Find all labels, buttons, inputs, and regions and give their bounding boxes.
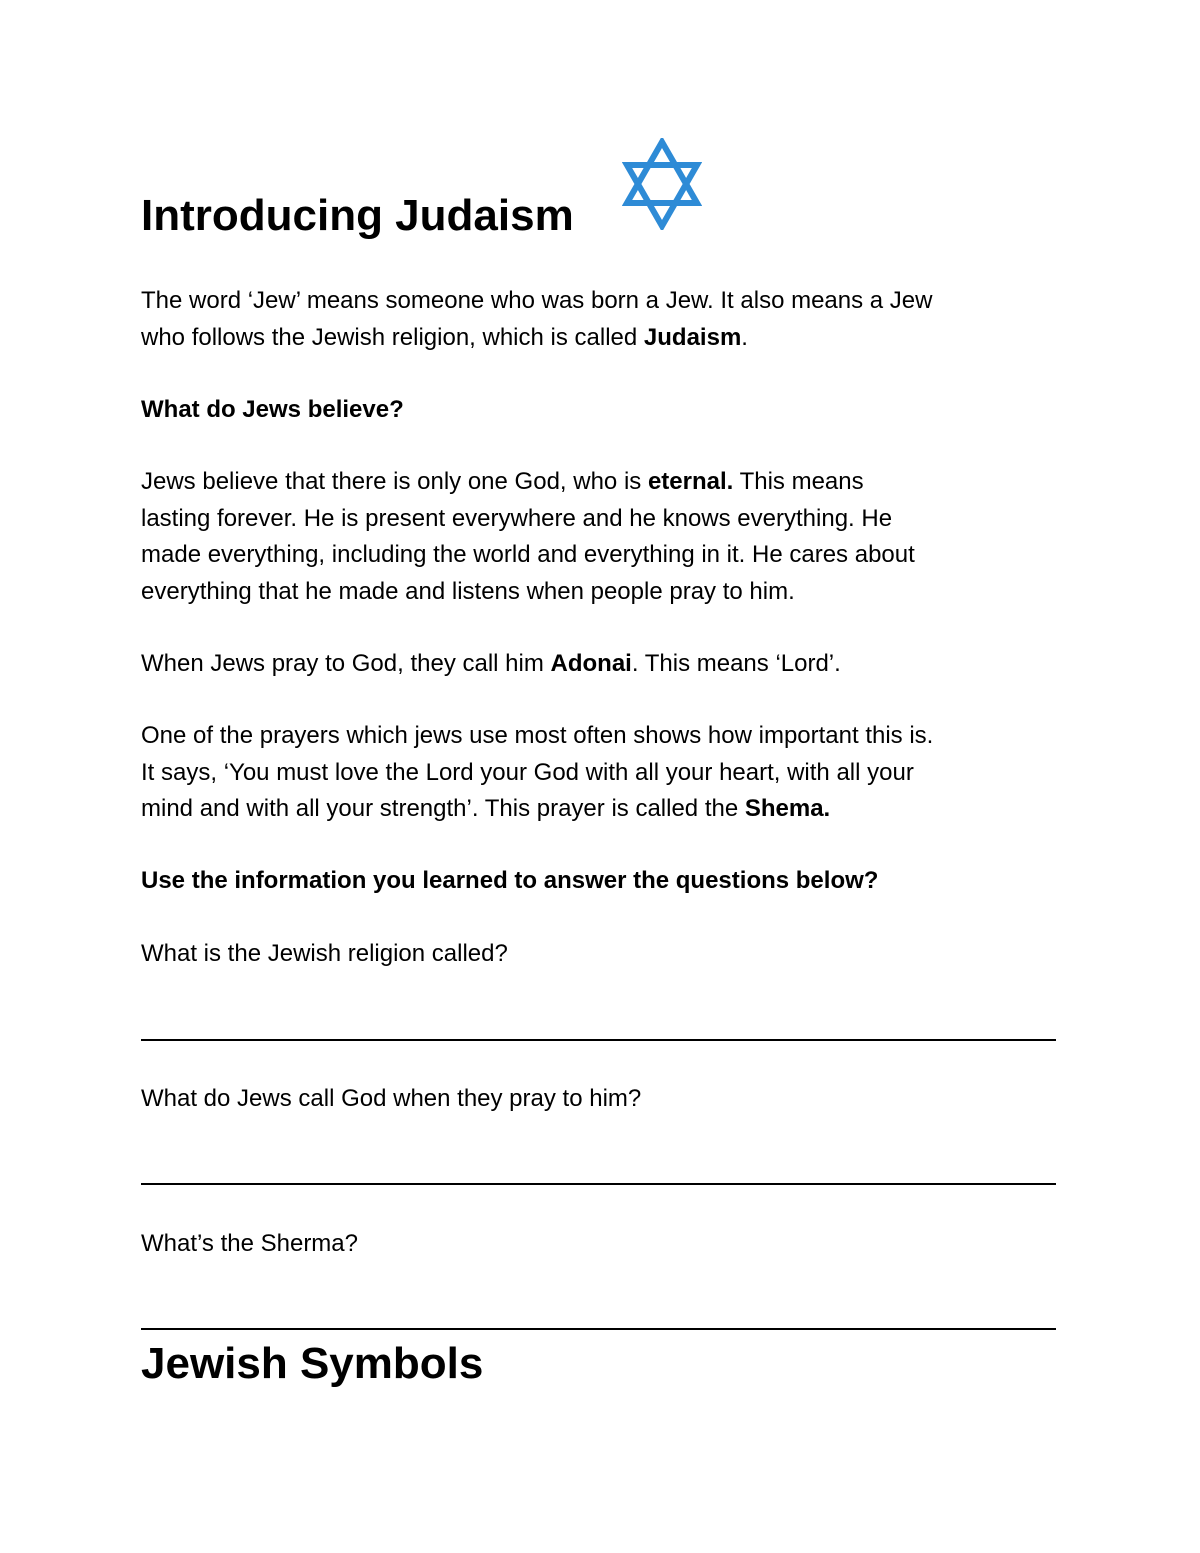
eternal-term: eternal. — [647, 468, 734, 495]
adonai-line: When Jews pray to God, they call him — [141, 650, 551, 677]
beliefs-line-2: lasting forever. He is present everywhere and he knows everything. He — [141, 504, 893, 532]
shema-line-2: It says, ‘You must love the Lord your God with all your heart, with all your — [141, 758, 914, 786]
beliefs-line-1: Jews believe that there is only one God, who is — [141, 468, 648, 495]
judaism-term: Judaism — [643, 323, 742, 351]
answer-line-2[interactable] — [141, 1183, 1056, 1185]
shema-term: Shema. — [744, 795, 831, 822]
questions-heading: Use the information you learned to answer the questions below? — [141, 867, 879, 894]
star-of-david-icon — [622, 138, 702, 230]
shema-line-3: mind and with all your strength’. This prayer is called the — [141, 795, 745, 822]
section-title-jewish-symbols: Jewish Symbols — [141, 1339, 484, 1388]
beliefs-line-1-end: This means — [733, 468, 864, 495]
beliefs-line-3: made everything, including the world and everything in it. He cares about — [141, 541, 915, 568]
intro-line-1: The word ‘Jew’ means someone who was born a Jew. It also means a Jew — [141, 287, 933, 314]
intro-paragraph — [141, 283, 1071, 356]
shema-line-1: One of the prayers which jews use most often shows how important this is. — [141, 722, 934, 749]
beliefs-paragraph — [141, 464, 1071, 610]
question-1: What is the Jewish religion called? — [141, 940, 508, 967]
intro-line-2-end: . — [741, 323, 748, 351]
question-2: What do Jews call God when they pray to him? — [141, 1085, 642, 1112]
title-row — [141, 138, 841, 238]
answer-line-3[interactable] — [141, 1328, 1056, 1330]
page-title: Introducing Judaism — [141, 191, 574, 240]
shema-paragraph — [141, 718, 1071, 828]
adonai-term: Adonai — [550, 650, 632, 677]
intro-line-2: who follows the Jewish religion, which is called — [141, 323, 644, 351]
beliefs-line-4: everything that he made and listens when people pray to him. — [141, 577, 795, 605]
adonai-line-end: . This means ‘Lord’. — [631, 650, 841, 677]
answer-line-1[interactable] — [141, 1039, 1056, 1041]
beliefs-heading: What do Jews believe? — [141, 396, 404, 423]
question-3: What’s the Sherma? — [141, 1230, 358, 1257]
adonai-paragraph — [141, 646, 1071, 683]
